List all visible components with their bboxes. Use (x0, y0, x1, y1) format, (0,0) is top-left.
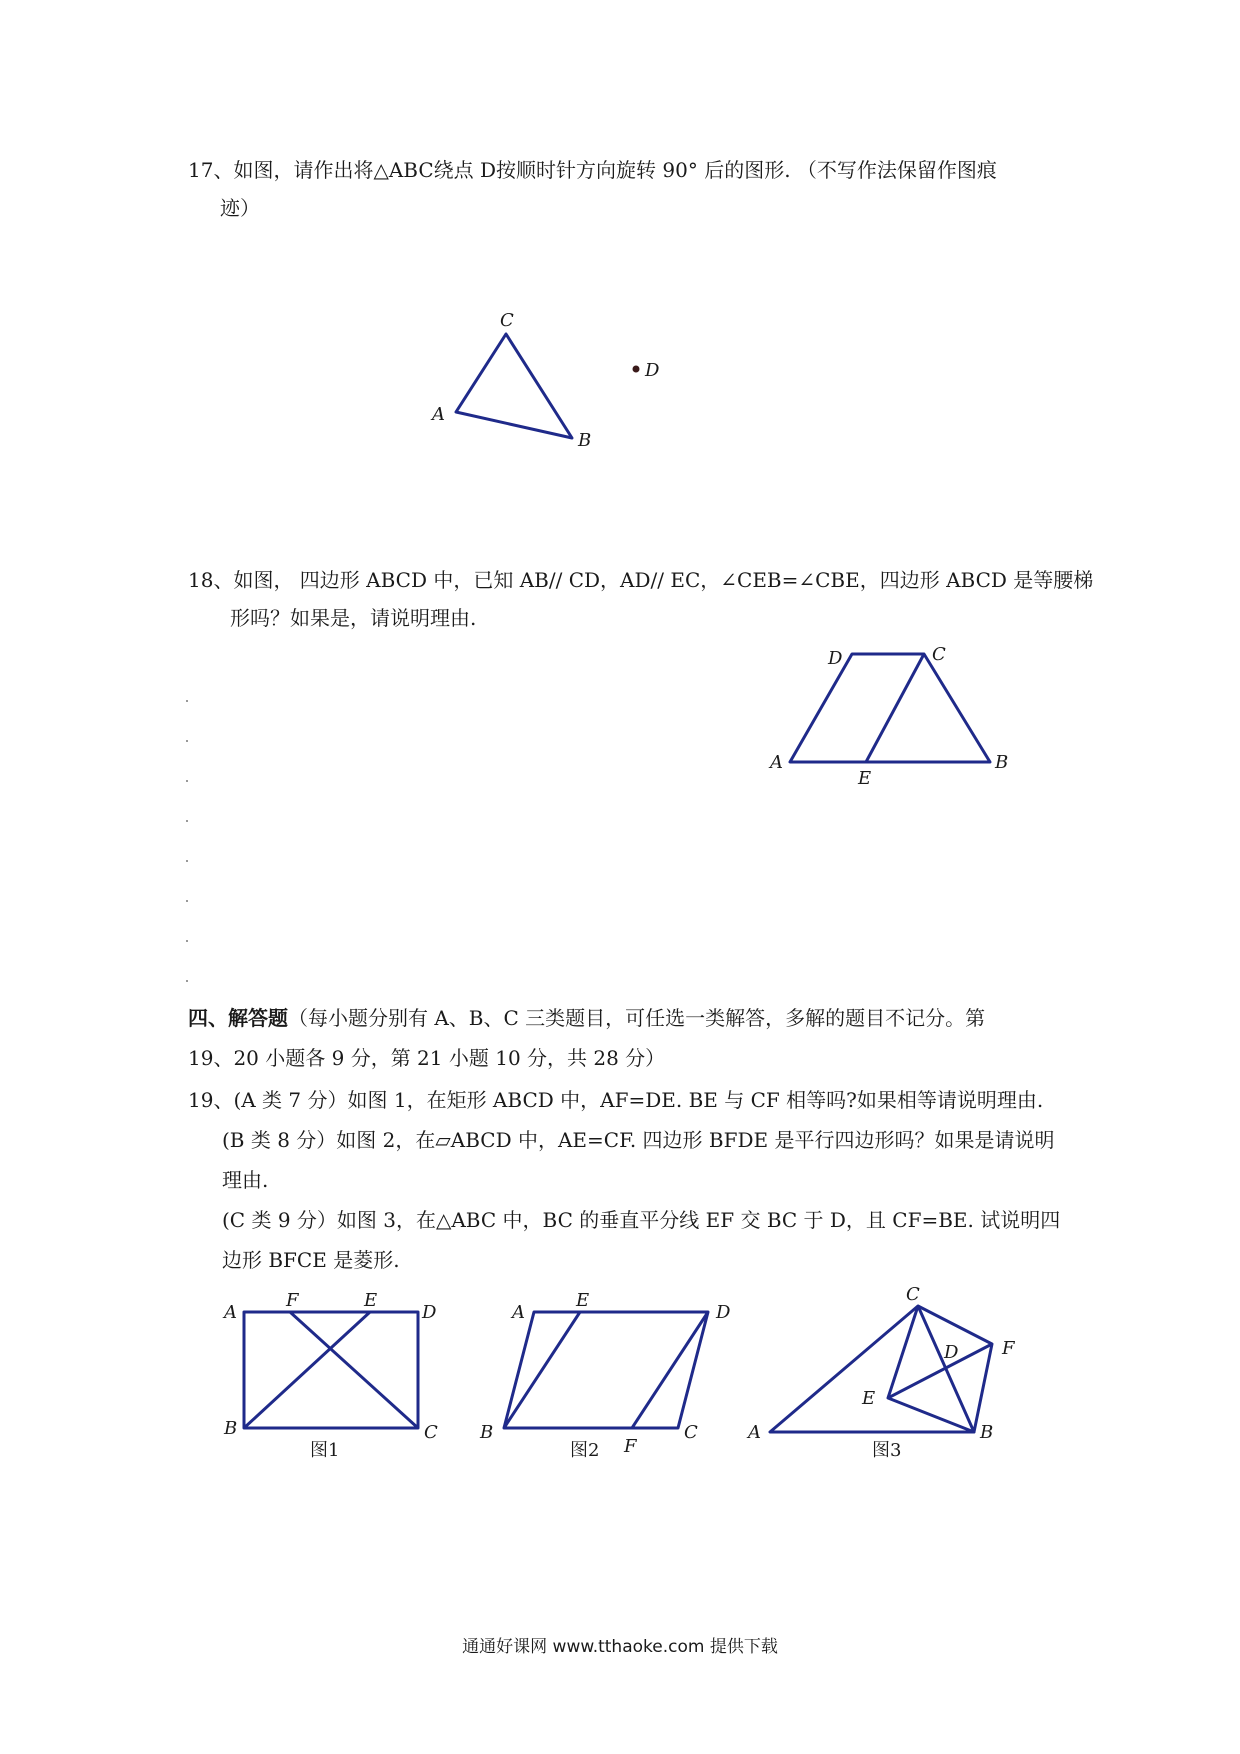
q19-c-line2: 边形 BFCE 是菱形. (222, 1248, 400, 1272)
label-d: D (716, 1302, 731, 1323)
label-e: E (364, 1290, 378, 1311)
label-e: E (862, 1388, 876, 1409)
label-a: A (770, 752, 783, 773)
q17-line1: 17、如图，请作出将△ABC绕点 D按顺时针方向旋转 90° 后的图形. （不写作法保留作图痕 (188, 158, 997, 182)
q18-line2: 形吗？如果是，请说明理由. (230, 606, 477, 630)
section4-title: 四、解答题 (188, 1006, 288, 1030)
label-a: A (512, 1302, 525, 1323)
q19-b-line1: (B 类 8 分）如图 2，在▱ABCD 中，AE=CF. 四边形 BFDE 是平行四边形吗？如果是请说明 (222, 1128, 1055, 1152)
label-f: F (624, 1436, 637, 1457)
label-c: C (932, 644, 946, 665)
figure-3-caption: 图3 (872, 1440, 902, 1461)
q17-line2: 迹） (220, 196, 260, 220)
label-e: E (576, 1290, 590, 1311)
q18-line1: 18、如图， 四边形 ABCD 中，已知 AB// CD，AD// EC，∠CEB=∠CBE，四边形 ABCD 是等腰梯 (188, 568, 1094, 592)
section4-line1-rest: （每小题分别有 A、B、C 三类题目，可任选一类解答，多解的题目不记分。第 (288, 1006, 986, 1030)
q19-a-line: 19、(A 类 7 分）如图 1，在矩形 ABCD 中，AF=DE. BE 与 CF 相等吗?如果相等请说明理由. (188, 1088, 1044, 1112)
quad-bfce (888, 1306, 992, 1432)
footer-credit: 通通好课网 www.tthaoke.com 提供下载 (462, 1637, 778, 1657)
label-b: B (480, 1422, 494, 1443)
label-e: E (858, 768, 872, 789)
figure-1-caption: 图1 (310, 1440, 340, 1461)
label-a: A (748, 1422, 761, 1443)
label-d: D (944, 1342, 959, 1363)
label-d: D (422, 1302, 437, 1323)
label-a: A (224, 1302, 237, 1323)
section4-line2: 19、20 小题各 9 分，第 21 小题 10 分，共 28 分） (188, 1046, 666, 1070)
label-b: B (980, 1422, 994, 1443)
q19-c-line1: (C 类 9 分）如图 3，在△ABC 中，BC 的垂直平分线 EF 交 BC 于 D，且 CF=BE. 试说明四 (222, 1208, 1061, 1232)
label-c: C (906, 1284, 920, 1305)
figure-2-caption: 图2 (570, 1440, 600, 1461)
label-c: C (684, 1422, 698, 1443)
label-f: F (1002, 1338, 1015, 1359)
label-b: B (578, 430, 592, 451)
label-f: F (286, 1290, 299, 1311)
label-b: B (224, 1418, 238, 1439)
q19-b-line2: 理由. (222, 1168, 269, 1192)
label-d: D (645, 360, 660, 381)
label-b: B (995, 752, 1009, 773)
label-c: C (424, 1422, 438, 1443)
label-d: D (828, 648, 843, 669)
label-c: C (500, 310, 514, 331)
label-a: A (432, 404, 445, 425)
